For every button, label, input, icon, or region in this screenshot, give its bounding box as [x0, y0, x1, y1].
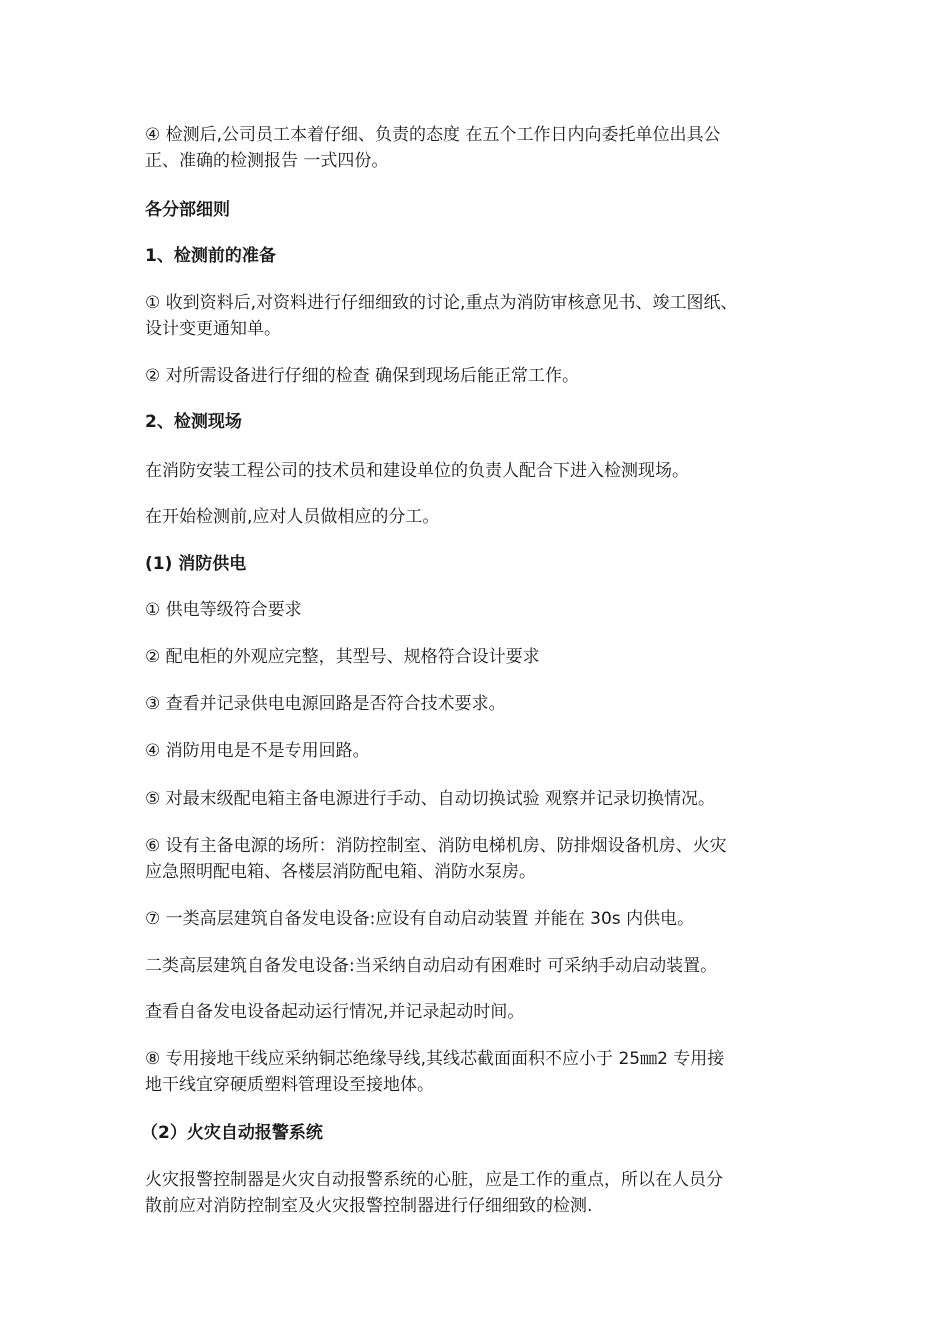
paragraph-line: ① 供电等级符合要求: [145, 600, 302, 620]
paragraph-line: ⑤ 对最末级配电箱主备电源进行手动、自动切换试验 观察并记录切换情况。: [145, 789, 716, 809]
paragraph-line: ⑥ 设有主备电源的场所：消防控制室、消防电梯机房、防排烟设备机房、火灾: [145, 836, 727, 856]
paragraph-line: 散前应对消防控制室及火灾报警控制器进行仔细细致的检测.: [145, 1196, 593, 1216]
paragraph-line: ② 对所需设备进行仔细的检查 确保到现场后能正常工作。: [145, 366, 580, 386]
paragraph-line: ③ 查看并记录供电电源回路是否符合技术要求。: [145, 694, 506, 714]
paragraph-line: 正、准确的检测报告 一式四份。: [145, 151, 389, 171]
section-heading: (1) 消防供电: [145, 554, 247, 574]
paragraph-line: 地干线宜穿硬质塑料管理设至接地体。: [145, 1075, 434, 1095]
paragraph-line: ④ 消防用电是不是专用回路。: [145, 741, 370, 761]
paragraph-line: ⑦ 一类高层建筑自备发电设备:应设有自动启动装置 并能在 30s 内供电。: [145, 909, 695, 929]
paragraph-line: 火灾报警控制器是火灾自动报警系统的心脏，应是工作的重点，所以在人员分: [145, 1170, 723, 1190]
paragraph-line: 应急照明配电箱、各楼层消防配电箱、消防水泵房。: [145, 862, 536, 882]
paragraph-line: ⑧ 专用接地干线应采纳铜芯绝缘导线,其线芯截面面积不应小于 25㎜2 专用接: [145, 1049, 725, 1069]
section-heading: 各分部细则: [145, 200, 230, 220]
paragraph-line: 设计变更通知单。: [145, 319, 281, 339]
paragraph-line: ④ 检测后,公司员工本着仔细、负责的态度 在五个工作日内向委托单位出具公: [145, 125, 721, 145]
paragraph-line: 在开始检测前,应对人员做相应的分工。: [145, 507, 440, 527]
paragraph-line: 二类高层建筑自备发电设备:当采纳自动启动有困难时 可采纳手动启动装置。: [145, 956, 718, 976]
paragraph-line: 查看自备发电设备起动运行情况,并记录起动时间。: [145, 1002, 525, 1022]
paragraph-line: 在消防安装工程公司的技术员和建设单位的负责人配合下进入检测现场。: [145, 461, 689, 481]
section-heading: （2）火灾自动报警系统: [141, 1123, 323, 1143]
section-heading: 1、检测前的准备: [145, 246, 276, 266]
paragraph-line: ② 配电柜的外观应完整，其型号、规格符合设计要求: [145, 647, 540, 667]
paragraph-line: ① 收到资料后,对资料进行仔细细致的讨论,重点为消防审核意见书、竣工图纸、: [145, 293, 738, 313]
section-heading: 2、检测现场: [145, 412, 242, 432]
